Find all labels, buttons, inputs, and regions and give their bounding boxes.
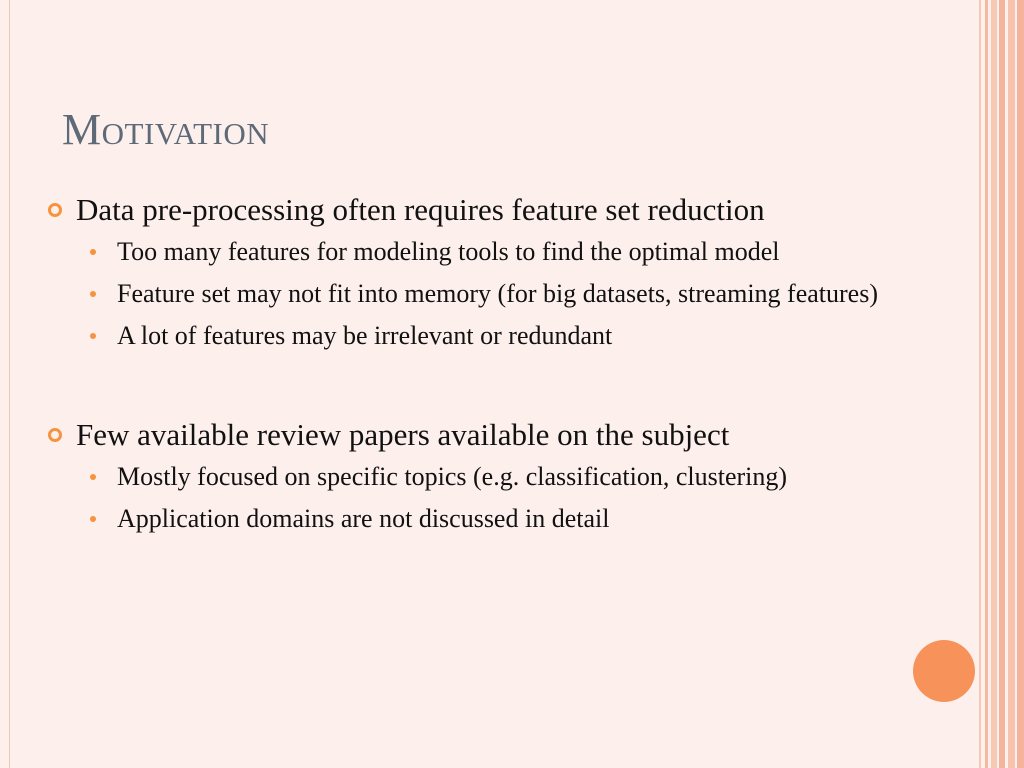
right-stripe [979, 0, 981, 768]
dot-bullet-icon [90, 249, 96, 255]
right-stripe [999, 0, 1005, 768]
dot-bullet-icon [90, 291, 96, 297]
bullet-text: Too many features for modeling tools to find the optimal model [117, 237, 780, 266]
bullet-text: A lot of features may be irrelevant or redundant [117, 321, 613, 350]
bullet-level2 [44, 235, 944, 269]
bullet-text: Application domains are not discussed in detail [117, 504, 610, 533]
right-stripe [1017, 0, 1024, 768]
ring-bullet-icon [48, 203, 62, 217]
dot-bullet-icon [90, 474, 96, 480]
bullet-level2 [44, 460, 944, 494]
slide-body [44, 190, 944, 536]
bullet-text: Feature set may not fit into memory (for big datasets, streaming features) [117, 279, 878, 308]
bullet-text: Data pre-processing often requires feature set reduction [76, 192, 765, 227]
right-stripe [985, 0, 988, 768]
bullet-text: Few available review papers available on the subject [76, 417, 730, 452]
right-stripe [1008, 0, 1015, 768]
slide-title: Motivation [62, 105, 270, 154]
right-stripe [991, 0, 997, 768]
bullet-level2 [44, 319, 944, 353]
bullet-level1 [44, 190, 944, 229]
bullet-level2 [44, 277, 944, 311]
bullet-level2 [44, 502, 944, 536]
dot-bullet-icon [90, 516, 96, 522]
bullet-text: Mostly focused on specific topics (e.g. classification, clustering) [117, 462, 788, 491]
ring-bullet-icon [48, 428, 62, 442]
bullet-level1 [44, 415, 944, 454]
dot-bullet-icon [90, 333, 96, 339]
left-border-line [9, 0, 10, 768]
orange-circle-decoration [913, 640, 975, 702]
